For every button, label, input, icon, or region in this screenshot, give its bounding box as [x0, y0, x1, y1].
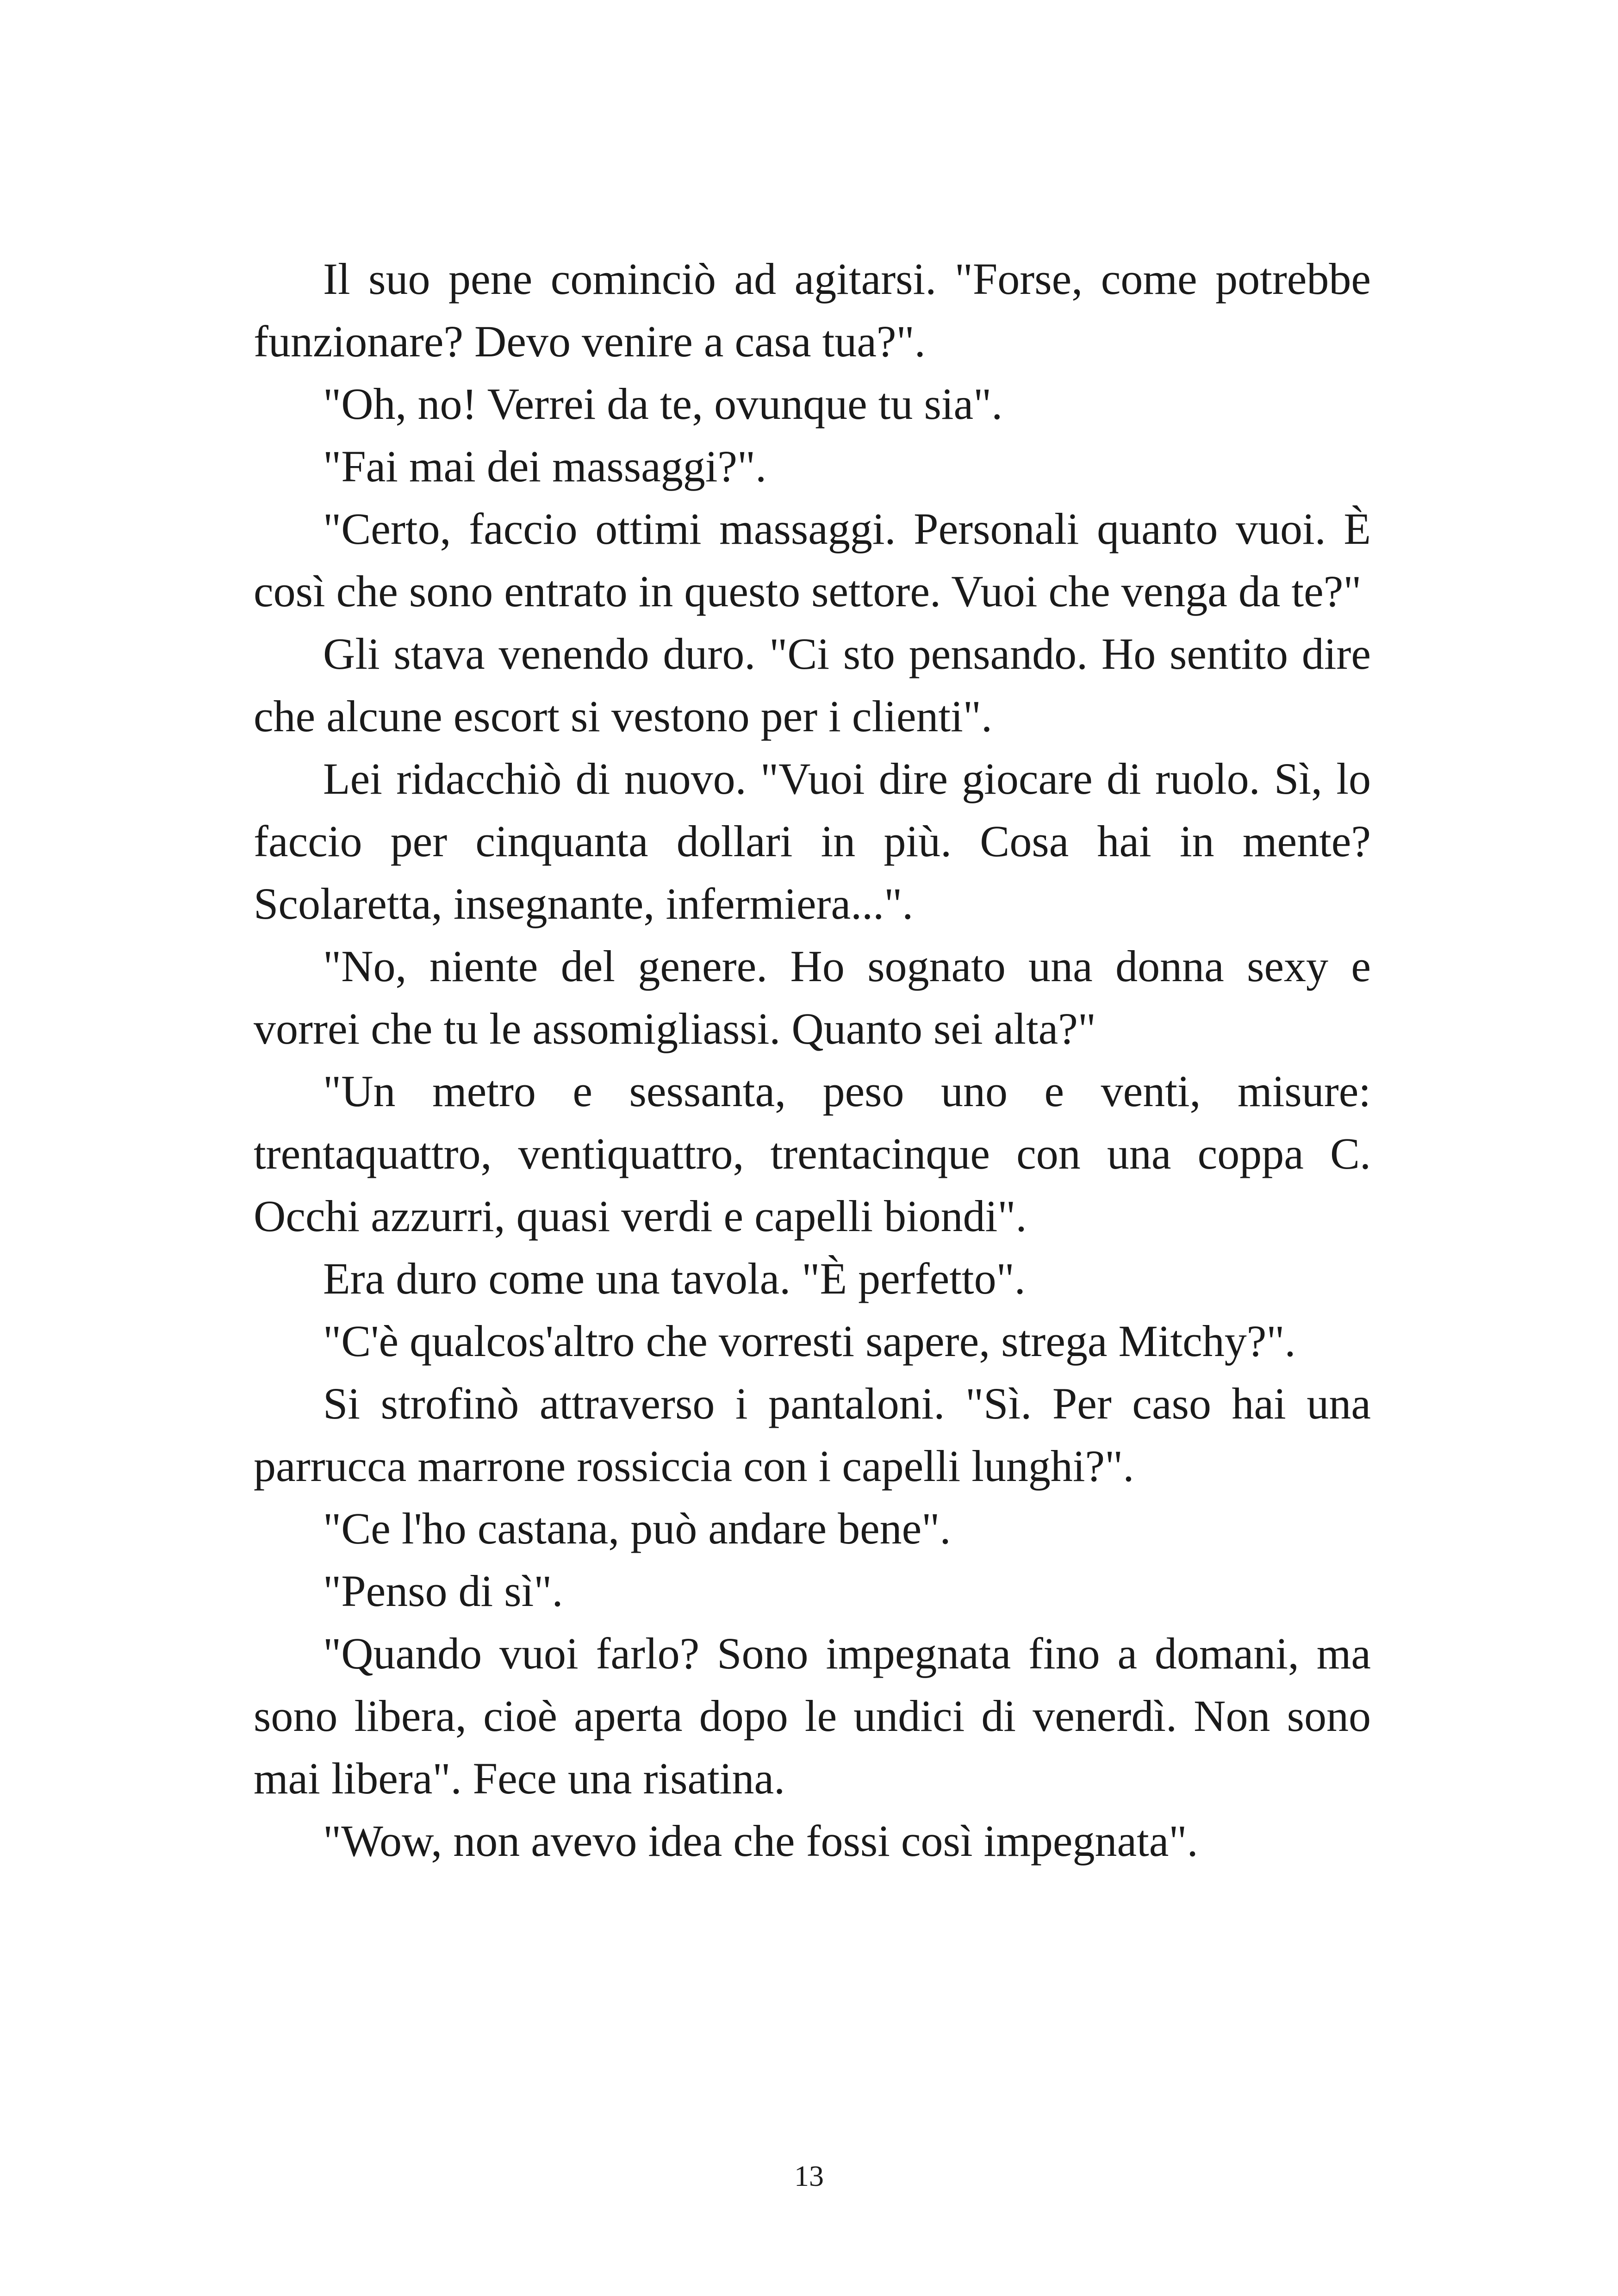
- paragraph-12: "Ce l'ho castana, può andare bene".: [323, 1504, 951, 1553]
- paragraph-1: Il suo pene cominciò ad agitarsi. "Forse, come potrebbe funzionare? Devo venire a casa tua?".: [254, 254, 1371, 366]
- page-number: 13: [794, 2159, 824, 2192]
- paragraph-15: "Wow, non avevo idea che fossi così impegnata".: [323, 1816, 1198, 1866]
- paragraph-3: "Fai mai dei massaggi?".: [323, 442, 767, 491]
- paragraph-8: "Un metro e sessanta, peso uno e venti, misure: trentaquattro, ventiquattro, trentacinque con una coppa C. Occhi azzurri, quasi verdi e capelli biondi".: [254, 1066, 1371, 1241]
- paragraph-6: Lei ridacchiò di nuovo. "Vuoi dire giocare di ruolo. Sì, lo faccio per cinquanta dollari in più. Cosa hai in mente? Scolaretta, insegnante, infermiera...".: [254, 754, 1371, 928]
- paragraph-10: "C'è qualcos'altro che vorresti sapere, strega Mitchy?".: [323, 1316, 1296, 1366]
- paragraph-13: "Penso di sì".: [323, 1566, 563, 1616]
- paragraph-7: "No, niente del genere. Ho sognato una donna sexy e vorrei che tu le assomigliassi. Quanto sei alta?": [254, 941, 1371, 1053]
- paragraph-14: "Quando vuoi farlo? Sono impegnata fino a domani, ma sono libera, cioè aperta dopo le undici di venerdì. Non sono mai libera". Fece una risatina.: [254, 1629, 1371, 1803]
- body-text: [254, 248, 1371, 1872]
- paragraph-4: "Certo, faccio ottimi massaggi. Personali quanto vuoi. È così che sono entrato in questo settore. Vuoi che venga da te?": [254, 504, 1371, 616]
- paragraph-11: Si strofinò attraverso i pantaloni. "Sì. Per caso hai una parrucca marrone rossiccia con i capelli lunghi?".: [254, 1379, 1371, 1491]
- paragraph-5: Gli stava venendo duro. "Ci sto pensando. Ho sentito dire che alcune escort si vestono per i clienti".: [254, 629, 1371, 741]
- paragraph-2: "Oh, no! Verrei da te, ovunque tu sia".: [323, 379, 1003, 429]
- paragraph-9: Era duro come una tavola. "È perfetto".: [323, 1254, 1026, 1303]
